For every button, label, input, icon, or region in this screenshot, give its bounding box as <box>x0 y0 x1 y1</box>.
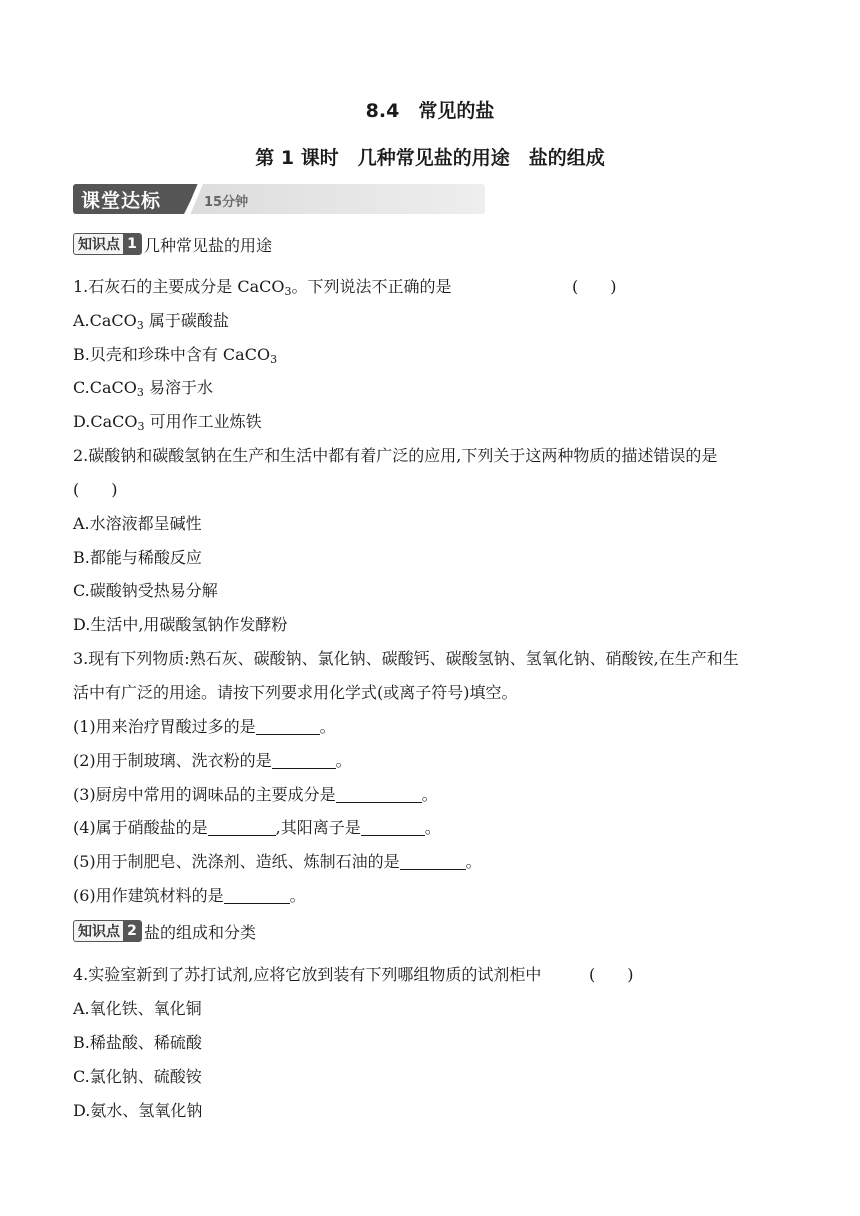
question-2-option-d: D.生活中,用碳酸氢钠作发酵粉 <box>73 615 288 634</box>
answer-blank[interactable] <box>272 752 336 769</box>
question-3-item-3: (3)厨房中常用的调味品的主要成分是 。 <box>73 785 438 804</box>
question-1-option-d: D.CaCO$_3$ 可用作工业炼铁 <box>73 412 262 433</box>
question-3-stem-line-1: 3.现有下列物质:熟石灰、碳酸钠、氯化钠、碳酸钙、碳酸氢钠、氢氧化钠、硝酸铵,在生产和生 <box>73 649 739 668</box>
knowledge-point-tag <box>73 920 142 942</box>
banner-time: 15分钟 <box>204 195 249 210</box>
question-4-option-a: A.氧化铁、氧化铜 <box>73 999 202 1018</box>
answer-blank[interactable] <box>400 853 466 870</box>
class-practice-banner <box>73 184 485 214</box>
question-2-option-c: C.碳酸钠受热易分解 <box>73 581 218 600</box>
answer-blank[interactable] <box>336 786 422 803</box>
knowledge-point-number: 2 <box>123 921 141 941</box>
question-4-option-b: B.稀盐酸、稀硫酸 <box>73 1033 202 1052</box>
knowledge-point-2 <box>73 920 256 942</box>
question-1-stem: 1.石灰石的主要成分是 CaCO$_3$。下列说法不正确的是 <box>73 277 452 298</box>
answer-blank[interactable] <box>224 887 290 904</box>
knowledge-point-number: 1 <box>123 234 141 254</box>
question-4-option-d: D.氨水、氢氧化钠 <box>73 1101 203 1120</box>
knowledge-point-tag-label: 知识点 <box>78 237 120 253</box>
question-4-answer-parens: ( ) <box>589 965 634 984</box>
question-3-stem-line-2: 活中有广泛的用途。请按下列要求用化学式(或离子符号)填空。 <box>73 683 518 702</box>
question-2-option-b: B.都能与稀酸反应 <box>73 548 202 567</box>
banner-label: 课堂达标 <box>81 190 162 212</box>
question-3-item-5: (5)用于制肥皂、洗涤剂、造纸、炼制石油的是 。 <box>73 852 482 871</box>
lesson-title: 第 1 课时 几种常见盐的用途 盐的组成 <box>255 147 605 169</box>
question-3-item-4: (4)属于硝酸盐的是 ,其阳离子是 。 <box>73 818 441 837</box>
answer-blank[interactable] <box>361 819 425 836</box>
section-title: 8.4 常见的盐 <box>365 100 495 122</box>
knowledge-point-1 <box>73 233 272 255</box>
knowledge-point-tag <box>73 233 142 255</box>
knowledge-point-tag-label: 知识点 <box>78 924 120 940</box>
question-4-stem: 4.实验室新到了苏打试剂,应将它放到装有下列哪组物质的试剂柜中 <box>73 965 542 984</box>
question-2-option-a: A.水溶液都呈碱性 <box>73 514 202 533</box>
knowledge-point-title: 几种常见盐的用途 <box>144 235 273 255</box>
question-1-option-a: A.CaCO$_3$ 属于碳酸盐 <box>73 311 229 332</box>
question-4-option-c: C.氯化钠、硫酸铵 <box>73 1067 202 1086</box>
question-2-stem: 2.碳酸钠和碳酸氢钠在生产和生活中都有着广泛的应用,下列关于这两种物质的描述错误的是 <box>73 446 718 465</box>
question-1-answer-parens: ( ) <box>572 277 617 296</box>
question-1-option-b: B.贝壳和珍珠中含有 CaCO$_3$ <box>73 345 278 366</box>
answer-blank[interactable] <box>256 718 320 735</box>
question-2-answer-parens: ( ) <box>73 480 118 499</box>
question-3-item-1: (1)用来治疗胃酸过多的是 。 <box>73 717 336 736</box>
question-3-item-2: (2)用于制玻璃、洗衣粉的是 。 <box>73 751 352 770</box>
knowledge-point-title: 盐的组成和分类 <box>144 922 257 942</box>
question-3-item-6: (6)用作建筑材料的是 。 <box>73 886 306 905</box>
question-1-option-c: C.CaCO$_3$ 易溶于水 <box>73 378 213 399</box>
answer-blank[interactable] <box>208 819 276 836</box>
